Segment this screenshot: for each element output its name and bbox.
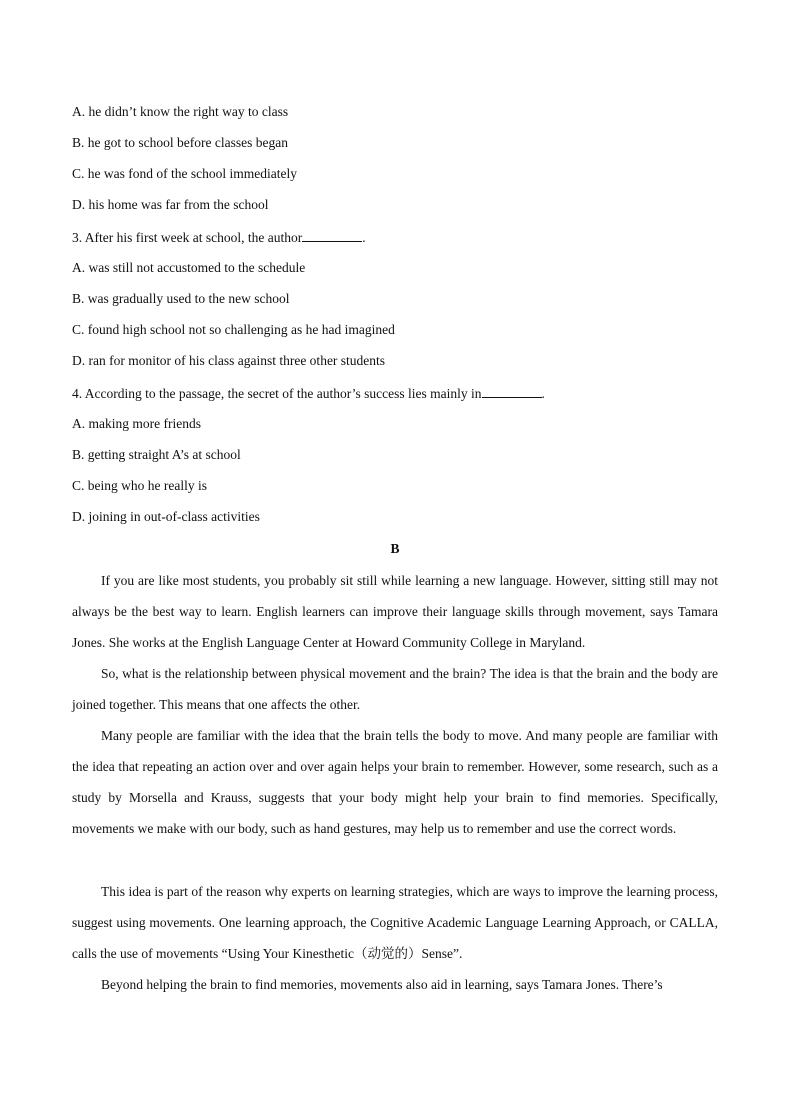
passage-paragraph: Many people are familiar with the idea that the brain tells the body to move. And many people are familiar with the idea that repeating an action over and over again helps your brain to remember. However, some research, such as a study by Morsella and Krauss, suggests that your body might help your brain to find memories. Specifically, movements we make with our body, such as hand gestures, may help us to remember and use the correct words. [72, 728, 718, 836]
passage-paragraph: Beyond helping the brain to find memories, movements also aid in learning, says Tamara Jones. There’s [101, 977, 663, 992]
question-3 [72, 228, 366, 247]
passage-paragraph: If you are like most students, you probably sit still while learning a new language. However, sitting still may not always be the best way to learn. English learners can improve their language skills through movement, says Tamara Jones. She works at the English Language Center at Howard Community College in Maryland. [72, 573, 718, 650]
q2-option-c: C. he was fond of the school immediately [72, 166, 297, 181]
passage-paragraph: So, what is the relationship between physical movement and the brain? The idea is that the brain and the body are joined together. This means that one affects the other. [72, 666, 718, 712]
q2-option-a: A. he didn’t know the right way to class [72, 104, 289, 119]
section-heading: B [390, 541, 400, 556]
answer-blank [482, 384, 542, 398]
passage-paragraph: This idea is part of the reason why experts on learning strategies, which are ways to improve the learning process, suggest using movements. One learning approach, the Cognitive Academic Language Learning Approach, or CALLA, calls the use of movements “Using Your Kinesthetic（动觉的）Sense”. [72, 884, 718, 961]
question-4-end: . [541, 386, 545, 401]
question-4 [72, 384, 545, 403]
q3-option-c: C. found high school not so challenging as he had imagined [72, 322, 395, 337]
q3-option-b: B. was gradually used to the new school [72, 291, 290, 306]
q2-option-b: B. he got to school before classes began [72, 135, 288, 150]
q2-option-d: D. his home was far from the school [72, 197, 269, 212]
q3-option-d: D. ran for monitor of his class against three other students [72, 353, 386, 368]
q4-option-c: C. being who he really is [72, 478, 207, 493]
question-4-stem: 4. According to the passage, the secret of the author’s success lies mainly in [72, 386, 482, 401]
question-3-stem: 3. After his first week at school, the author [72, 230, 303, 245]
q4-option-d: D. joining in out-of-class activities [72, 509, 260, 524]
q4-option-b: B. getting straight A’s at school [72, 447, 241, 462]
q3-option-a: A. was still not accustomed to the schedule [72, 260, 306, 275]
answer-blank [302, 228, 362, 242]
question-3-end: . [362, 230, 366, 245]
q4-option-a: A. making more friends [72, 416, 201, 431]
